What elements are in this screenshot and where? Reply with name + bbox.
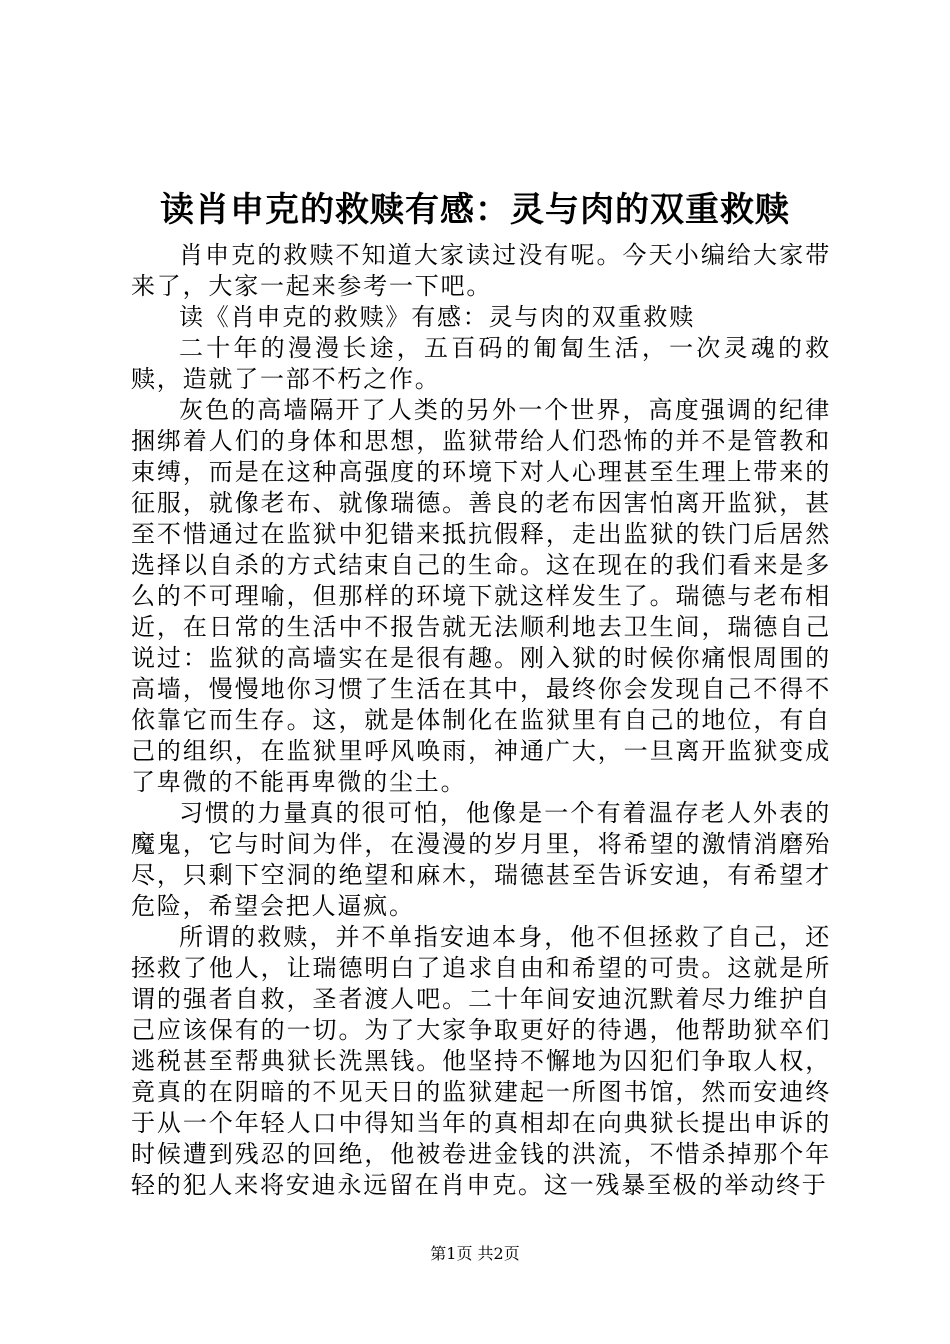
paragraph-intro: 肖申克的救赎不知道大家读过没有呢。今天小编给大家带来了，大家一起来参考一下吧。 <box>131 241 831 300</box>
page-title: 读肖申克的救赎有感：灵与肉的双重救赎 <box>160 190 790 230</box>
paragraph-habit: 习惯的力量真的很可怕，他像是一个有着温存老人外表的魔鬼，它与时间为伴，在漫漫的岁月里，将希望的激情消磨殆尽，只剩下空洞的绝望和麻木，瑞德甚至告诉安迪，有希望才危险，希望会把人逼疯。 <box>131 799 831 920</box>
page-number-footer: 第1页 共2页 <box>430 1244 520 1263</box>
paragraph-prison-walls: 灰色的高墙隔开了人类的另外一个世界，高度强调的纪律捆绑着人们的身体和思想，监狱带给人们恐怖的并不是管教和束缚，而是在这种高强度的环境下对人心理甚至生理上带来的征服，就像老布、就像瑞德。善良的老布因害怕离开监狱，甚至不惜通过在监狱中犯错来抵抗假释，走出监狱的铁门后居然选择以自杀的方式结束自己的生命。这在现在的我们看来是多么的不可理喻，但那样的环境下就这样发生了。瑞德与老布相近，在日常的生活中不报告就无法顺利地去卫生间，瑞德自己说过：监狱的高墙实在是很有趣。刚入狱的时候你痛恨周围的高墙，慢慢地你习惯了生活在其中，最终你会发现自己不得不依靠它而生存。这，就是体制化在监狱里有自己的地位，有自己的组织，在监狱里呼风唤雨，神通广大，一旦离开监狱变成了卑微的不能再卑微的尘土。 <box>131 396 831 796</box>
paragraph-subtitle: 读《肖申克的救赎》有感：灵与肉的双重救赎 <box>179 303 695 331</box>
paragraph-redemption: 所谓的救赎，并不单指安迪本身，他不但拯救了自己，还拯救了他人，让瑞德明白了追求自由和希望的可贵。这就是所谓的强者自救，圣者渡人吧。二十年间安迪沉默着尽力维护自己应该保有的一切。为了大家争取更好的待遇，他帮助狱卒们逃税甚至帮典狱长洗黑钱。他坚持不懈地为囚犯们争取人权，竟真的在阴暗的不见天日的监狱建起一所图书馆，然而安迪终于从一个年轻人口中得知当年的真相却在向典狱长提出申诉的时候遭到残忍的回绝，他被卷进金钱的洪流，不惜杀掉那个年轻的犯人来将安迪永远留在肖申克。这一残暴至极的举动终于 <box>131 923 831 1199</box>
article-body <box>131 240 831 1201</box>
paragraph-opening: 二十年的漫漫长途，五百码的匍匐生活，一次灵魂的救赎，造就了一部不朽之作。 <box>131 334 831 393</box>
